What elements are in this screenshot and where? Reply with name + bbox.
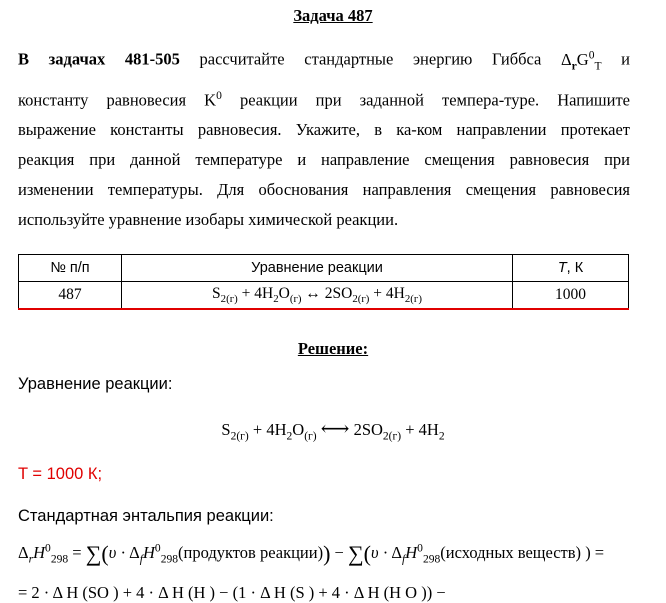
statement-line-1: В задачах 481-505 рассчитайте стандартные энергию Гиббса $\Delta_rG^0_T$ и — [18, 49, 630, 72]
statement-line-4: реакция при данной температуре и направление смещения равновесия при — [18, 150, 630, 170]
header-number: № п/п — [19, 255, 122, 282]
statement-lead: В задачах 481-505 — [18, 49, 180, 69]
table-underline — [18, 308, 629, 310]
gibbs-symbol: $\Delta_rG^0_T$ — [561, 49, 602, 72]
equilibrium-arrow: ⟷ — [320, 418, 350, 440]
problem-statement — [18, 40, 630, 235]
table-header-row — [19, 255, 629, 282]
reaction-table — [18, 254, 629, 309]
problem-title: Задача 487 — [293, 6, 373, 25]
solution-heading: Решение: — [297, 339, 369, 358]
enthalpy-formula-continued: = 2 · Δ H (SO ) + 4 · Δ H (H ) − (1 · Δ H (S ) + 4 · Δ H (H O )) − — [18, 583, 446, 602]
reaction-equation: $S_{2(г)} + 4H_2O_{(г)}$ ⟷ $2SO_{2(г)} + 4H_2$ — [221, 418, 445, 443]
enthalpy-formula: $\Delta_rH^0_{298} = \sum(\upsilon$ · $\Delta_fH^0_{298}(продуктов$ реакции)) − $\sum(\upsilon \cdot \Delta_fH^0_{298}(исходных$ веществ) ) = — [18, 541, 605, 566]
row-number: 487 — [19, 282, 122, 309]
table-row — [19, 282, 629, 309]
statement-line-6: используйте уравнение изобары химической реакции. — [18, 210, 399, 230]
header-equation: Уравнение реакции — [122, 255, 513, 282]
temperature-value: T = 1000 К; — [18, 465, 103, 483]
statement-line-5: изменении температуры. Для обоснования направления смещения равновесия — [18, 180, 630, 200]
row-equation: $S_{2(г)} + 4H_2O_{(г)}$ ↔ $2SO_{2(г)} + 4H_{2(г)}$ — [122, 282, 513, 309]
enthalpy-label: Стандартная энтальпия реакции: — [18, 507, 274, 525]
header-temperature: T, К — [513, 255, 629, 282]
statement-line-3: выражение константы равновесия. Укажите, в ка-ком направлении протекает — [18, 120, 630, 140]
equation-label: Уравнение реакции: — [18, 375, 173, 393]
row-temperature: 1000 — [513, 282, 629, 309]
statement-line-2: константу равновесия $K^0$ реакции при заданной темпера-туре. Напишите — [18, 89, 630, 110]
